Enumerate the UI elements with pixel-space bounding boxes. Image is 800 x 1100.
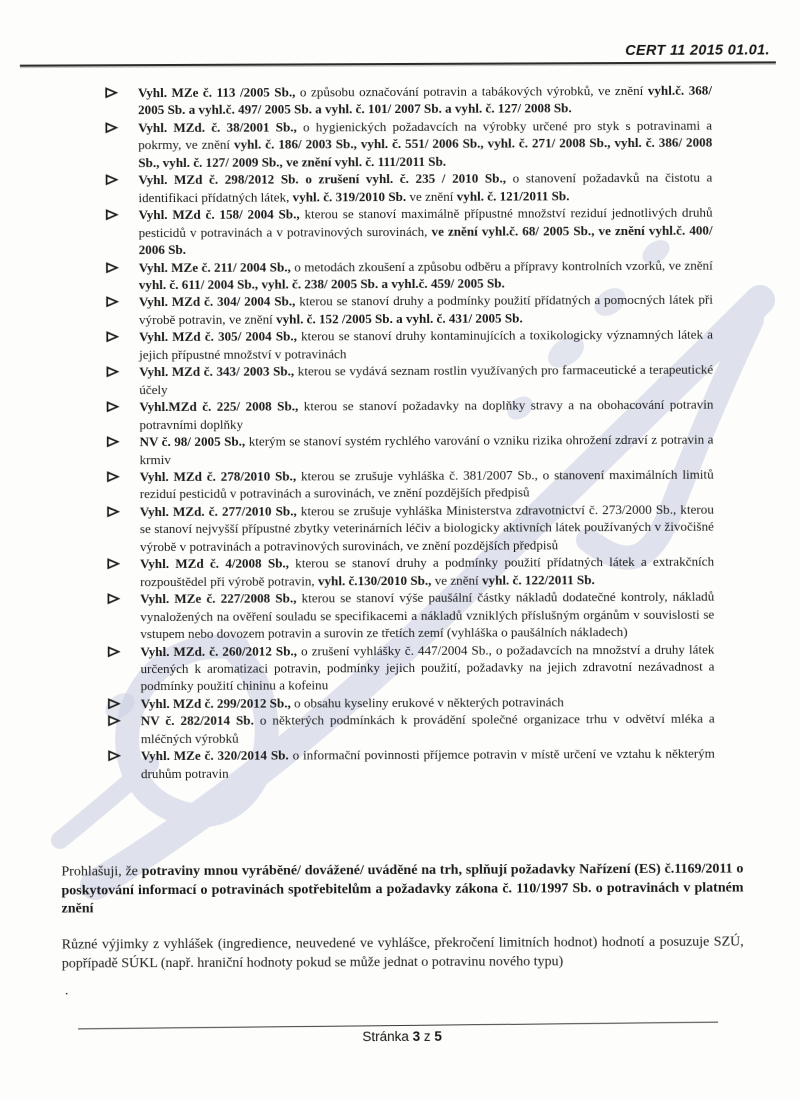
text-segment: o některých podmínkách k provádění společné organizace trhu v odvětví mléka a mléčných výrobků	[140, 710, 715, 746]
header-rule	[20, 61, 776, 66]
regulation-text	[141, 694, 564, 711]
bold-text-segment: Vyhl.MZd č. 225/ 2008 Sb.,	[139, 398, 299, 415]
regulation-item	[139, 396, 713, 433]
arrow-bullet-icon	[105, 174, 118, 185]
regulation-item	[140, 466, 714, 503]
regulation-text	[138, 118, 712, 170]
bold-text-segment: Vyhl. MZd č. 305/ 2004 Sb.,	[139, 328, 297, 345]
regulation-item	[139, 256, 713, 293]
arrow-bullet-icon	[106, 401, 119, 412]
text-segment: o obsahu kyseliny erukové v některých potravinách	[290, 694, 564, 711]
regulation-text	[140, 554, 714, 589]
text-segment: kterou se zrušuje vyhláška Ministerstva zdravotnictví č. 273/2000 Sb., kterou se stanoví nejvyšší přípustné zbytky veterinárních léčiv a biologicky aktivních látek používaných v živočišné výrobě v potravinách a potravinových surovinách, ve znění pozdějších předpisů	[139, 501, 714, 554]
text-segment: Stránka	[362, 1028, 413, 1045]
bold-text-segment: vyhl. č. 611/ 2004 Sb., vyhl. č. 238/ 2005 Sb. a vyhl.č. 459/ 2005 Sb.	[138, 275, 505, 293]
text-segment: o zrušení vyhlášky č. 447/2004 Sb., o požadavcích na množství a druhy látek určených k aromatizaci potravin, podmínky jejich použití, požadavky na jejich zdravotní nezávadnost a podmínky použití chininu a kofeinu	[140, 641, 715, 694]
arrow-bullet-icon	[108, 716, 121, 727]
text-segment: o metodách zkoušení a způsobu odběru a přípravy kontrolních vzorků, ve znění	[290, 257, 713, 275]
text-segment: Různé výjimky z vyhlášek (ingredience, neuvedené ve vyhlášce, překročení limitních hodnot) hodnotí a posuzuje SZÚ, popřípadě SÚKL (např. hraniční hodnoty pokud se může jednat o potravinu nového typu)	[61, 934, 744, 972]
regulation-item	[138, 204, 712, 259]
bold-text-segment: Vyhl. MZd č. 299/2012 Sb.,	[140, 695, 291, 711]
regulation-text	[139, 257, 713, 292]
arrow-bullet-icon	[108, 750, 121, 761]
arrow-bullet-icon	[106, 209, 119, 220]
regulation-item	[141, 710, 715, 747]
regulation-item	[141, 745, 715, 782]
regulation-item	[140, 640, 714, 695]
bold-text-segment: vyhl. č. 319/2010 Sb.	[292, 188, 407, 205]
bold-text-segment: Vyhl. MZd č. 158/ 2004 Sb.,	[138, 206, 300, 223]
bold-text-segment: NV č. 98/ 2005 Sb.,	[139, 433, 246, 450]
header-reference: CERT 11 2015 01.01.	[625, 42, 770, 60]
regulation-item	[140, 501, 714, 556]
bold-text-segment: 3	[412, 1028, 421, 1044]
bold-text-segment: 5	[434, 1028, 442, 1044]
exceptions-paragraph	[62, 934, 744, 974]
bold-text-segment: Vyhl. MZd. č. 277/2010 Sb.,	[139, 503, 297, 520]
regulation-item	[138, 117, 712, 172]
bold-text-segment: vyhl. č. 122/2011 Sb.	[481, 571, 595, 588]
text-segment: kterou se zrušuje vyhláška č. 381/2007 Sb., o stanovení maximálních limitů reziduí pesticidů v potravinách a surovinách, ve znění pozdějších předpisů	[139, 466, 714, 502]
arrow-bullet-icon	[106, 332, 119, 343]
arrow-bullet-icon	[106, 297, 119, 308]
arrow-bullet-icon	[106, 366, 119, 377]
text-segment: Prohlašuji, že	[61, 864, 142, 880]
bold-text-segment: vyhl. č. 152 /2005 Sb. a vyhl. č. 431/ 2005 Sb.	[276, 310, 523, 327]
arrow-bullet-icon	[108, 698, 121, 709]
arrow-bullet-icon	[107, 646, 120, 657]
bold-text-segment: vyhl. č. 186/ 2003 Sb., vyhl. č. 551/ 2006 Sb., vyhl. č. 271/ 2008 Sb., vyhl. č. 386/ 2008 Sb., vyhl. č. 127/ 2009 Sb., ve znění vyhl. č. 111/2011 Sb.	[138, 134, 713, 170]
regulation-text	[139, 362, 713, 397]
bold-text-segment: Vyhl. MZe č. 320/2014 Sb.	[140, 747, 289, 764]
bold-text-segment: potraviny mnou vyráběné/ dovážené/ uváděné na trh, splňují požadavky Nařízení (ES) č.1169/2011 o poskytování informací o potravinách spotřebitelům a požadavky zákona č. 110/1997 Sb. o potravinách v platném znění	[61, 861, 744, 917]
bold-text-segment: Vyhl. MZd. č. 260/2012 Sb.,	[140, 642, 298, 659]
text-segment: kterou se stanoví druhy a podmínky použití přídatných látek a extrakčních rozpouštědel při výrobě potravin,	[140, 553, 715, 589]
regulation-text	[139, 432, 713, 467]
arrow-bullet-icon	[107, 593, 120, 604]
regulation-text	[140, 467, 714, 502]
regulation-text	[139, 292, 713, 327]
bold-text-segment: Vyhl. MZd. č. 38/2001 Sb.,	[138, 119, 297, 136]
arrow-bullet-icon	[106, 262, 119, 273]
bold-text-segment: Vyhl. MZd č. 343/ 2003 Sb.,	[139, 363, 295, 380]
regulation-item	[139, 361, 713, 398]
bold-text-segment: vyhl. č. 121/2011 Sb.	[456, 187, 570, 204]
regulation-item	[139, 326, 713, 363]
page-number	[2, 1027, 800, 1045]
declaration-paragraph	[61, 861, 743, 920]
text-segment: kterou se stanoví druhy kontaminujících a toxikologicky významných látek a jejich přípustné množství v potravinách	[139, 326, 714, 362]
bold-text-segment: ve znění vyhl.č. 68/ 2005 Sb., ve znění vyhl.č. 400/ 2006 Sb.	[138, 222, 713, 258]
regulation-text	[140, 641, 714, 693]
regulation-text	[138, 83, 712, 118]
text-segment: z	[420, 1028, 435, 1044]
stray-dot: .	[64, 983, 69, 999]
text-segment: o způsobu označování potravin a tabákových výrobků, ve znění	[295, 82, 648, 100]
text-segment: kterou se stanoví požadavky na doplňky stravy a na obohacování potravin potravními doplňky	[139, 396, 714, 432]
text-segment: o informační povinnosti příjemce potravin v místě určení ve vztahu k některým druhům potravin	[140, 745, 715, 781]
regulation-list	[138, 82, 715, 783]
regulation-text	[138, 170, 712, 205]
arrow-bullet-icon	[107, 471, 120, 482]
regulation-item	[139, 291, 713, 328]
regulation-text	[140, 589, 714, 641]
bold-text-segment: Vyhl. MZd č. 304/ 2004 Sb.,	[138, 293, 296, 310]
bold-text-segment: Vyhl. MZd č. 278/2010 Sb.,	[139, 468, 297, 485]
regulation-item	[140, 588, 714, 643]
regulation-item	[138, 82, 712, 119]
arrow-bullet-icon	[105, 87, 118, 98]
arrow-bullet-icon	[107, 506, 120, 517]
arrow-bullet-icon	[105, 122, 118, 133]
bold-text-segment: vyhl. č.130/2010 Sb.,	[317, 572, 432, 589]
bold-text-segment: Vyhl. MZe č. 211/ 2004 Sb.,	[138, 259, 291, 275]
bold-text-segment: Vyhl. MZd č. 4/2008 Sb.,	[140, 555, 290, 572]
text-segment: ve znění	[406, 188, 457, 204]
regulation-text	[139, 397, 713, 432]
text-segment: o stanovení požadavků na čistotu a identifikaci přídatných látek,	[138, 169, 713, 205]
text-segment: kterou se stanoví maximálně přípustné množství reziduí jednotlivých druhů pesticidů v potravinách a v potravinových surovinách,	[138, 204, 713, 240]
regulation-item	[140, 553, 714, 590]
text-segment: kterou se stanoví druhy a podmínky použití přídatných a pomocných látek při výrobě potravin, ve znění	[138, 292, 713, 328]
regulation-text	[139, 327, 713, 362]
bold-text-segment: Vyhl. MZd č. 298/2012 Sb. o zrušení vyhl. č. 235 / 2010 Sb.,	[138, 170, 507, 188]
text-segment: ve znění	[431, 572, 483, 588]
text-segment: kterým se stanoví systém rychlého varování o vzniku rizika ohrožení zdraví z potravin a krmiv	[139, 431, 714, 467]
bold-text-segment: vyhl.č. 368/ 2005 Sb. a vyhl.č. 497/ 2005 Sb. a vyhl. č. 101/ 2007 Sb. a vyhl. č. 127/ 2008 Sb.	[138, 82, 713, 118]
regulation-item	[139, 431, 713, 468]
regulation-text	[141, 746, 715, 781]
bold-text-segment: Vyhl. MZe č. 227/2008 Sb.,	[140, 590, 297, 607]
bold-text-segment: NV č. 282/2014 Sb.	[140, 712, 254, 729]
arrow-bullet-icon	[107, 558, 120, 569]
arrow-bullet-icon	[107, 436, 120, 447]
bold-text-segment: Vyhl. MZe č. 113 /2005 Sb.,	[137, 84, 296, 101]
text-segment: o hygienických požadavcích na výrobky určené pro styk s potravinami a pokrmy, ve znění	[138, 117, 713, 153]
text-segment: kterou se vydává seznam rostlin využívaných pro farmaceutické a terapeutické účely	[139, 361, 714, 397]
regulation-item	[138, 169, 712, 206]
regulation-text	[139, 205, 713, 257]
regulation-text	[140, 502, 714, 554]
text-segment: kterou se stanoví výše paušální částky nákladů dodatečné kontroly, nákladů vynaložených na ověření souladu se specifikacemi a nákladů vzniklých příslušným orgánům v souvislosti se vstupem nebo dovozem potravin a surovin ze třetích zemí (vyhláška o paušálních nákladech)	[140, 588, 715, 642]
regulation-text	[141, 711, 715, 746]
